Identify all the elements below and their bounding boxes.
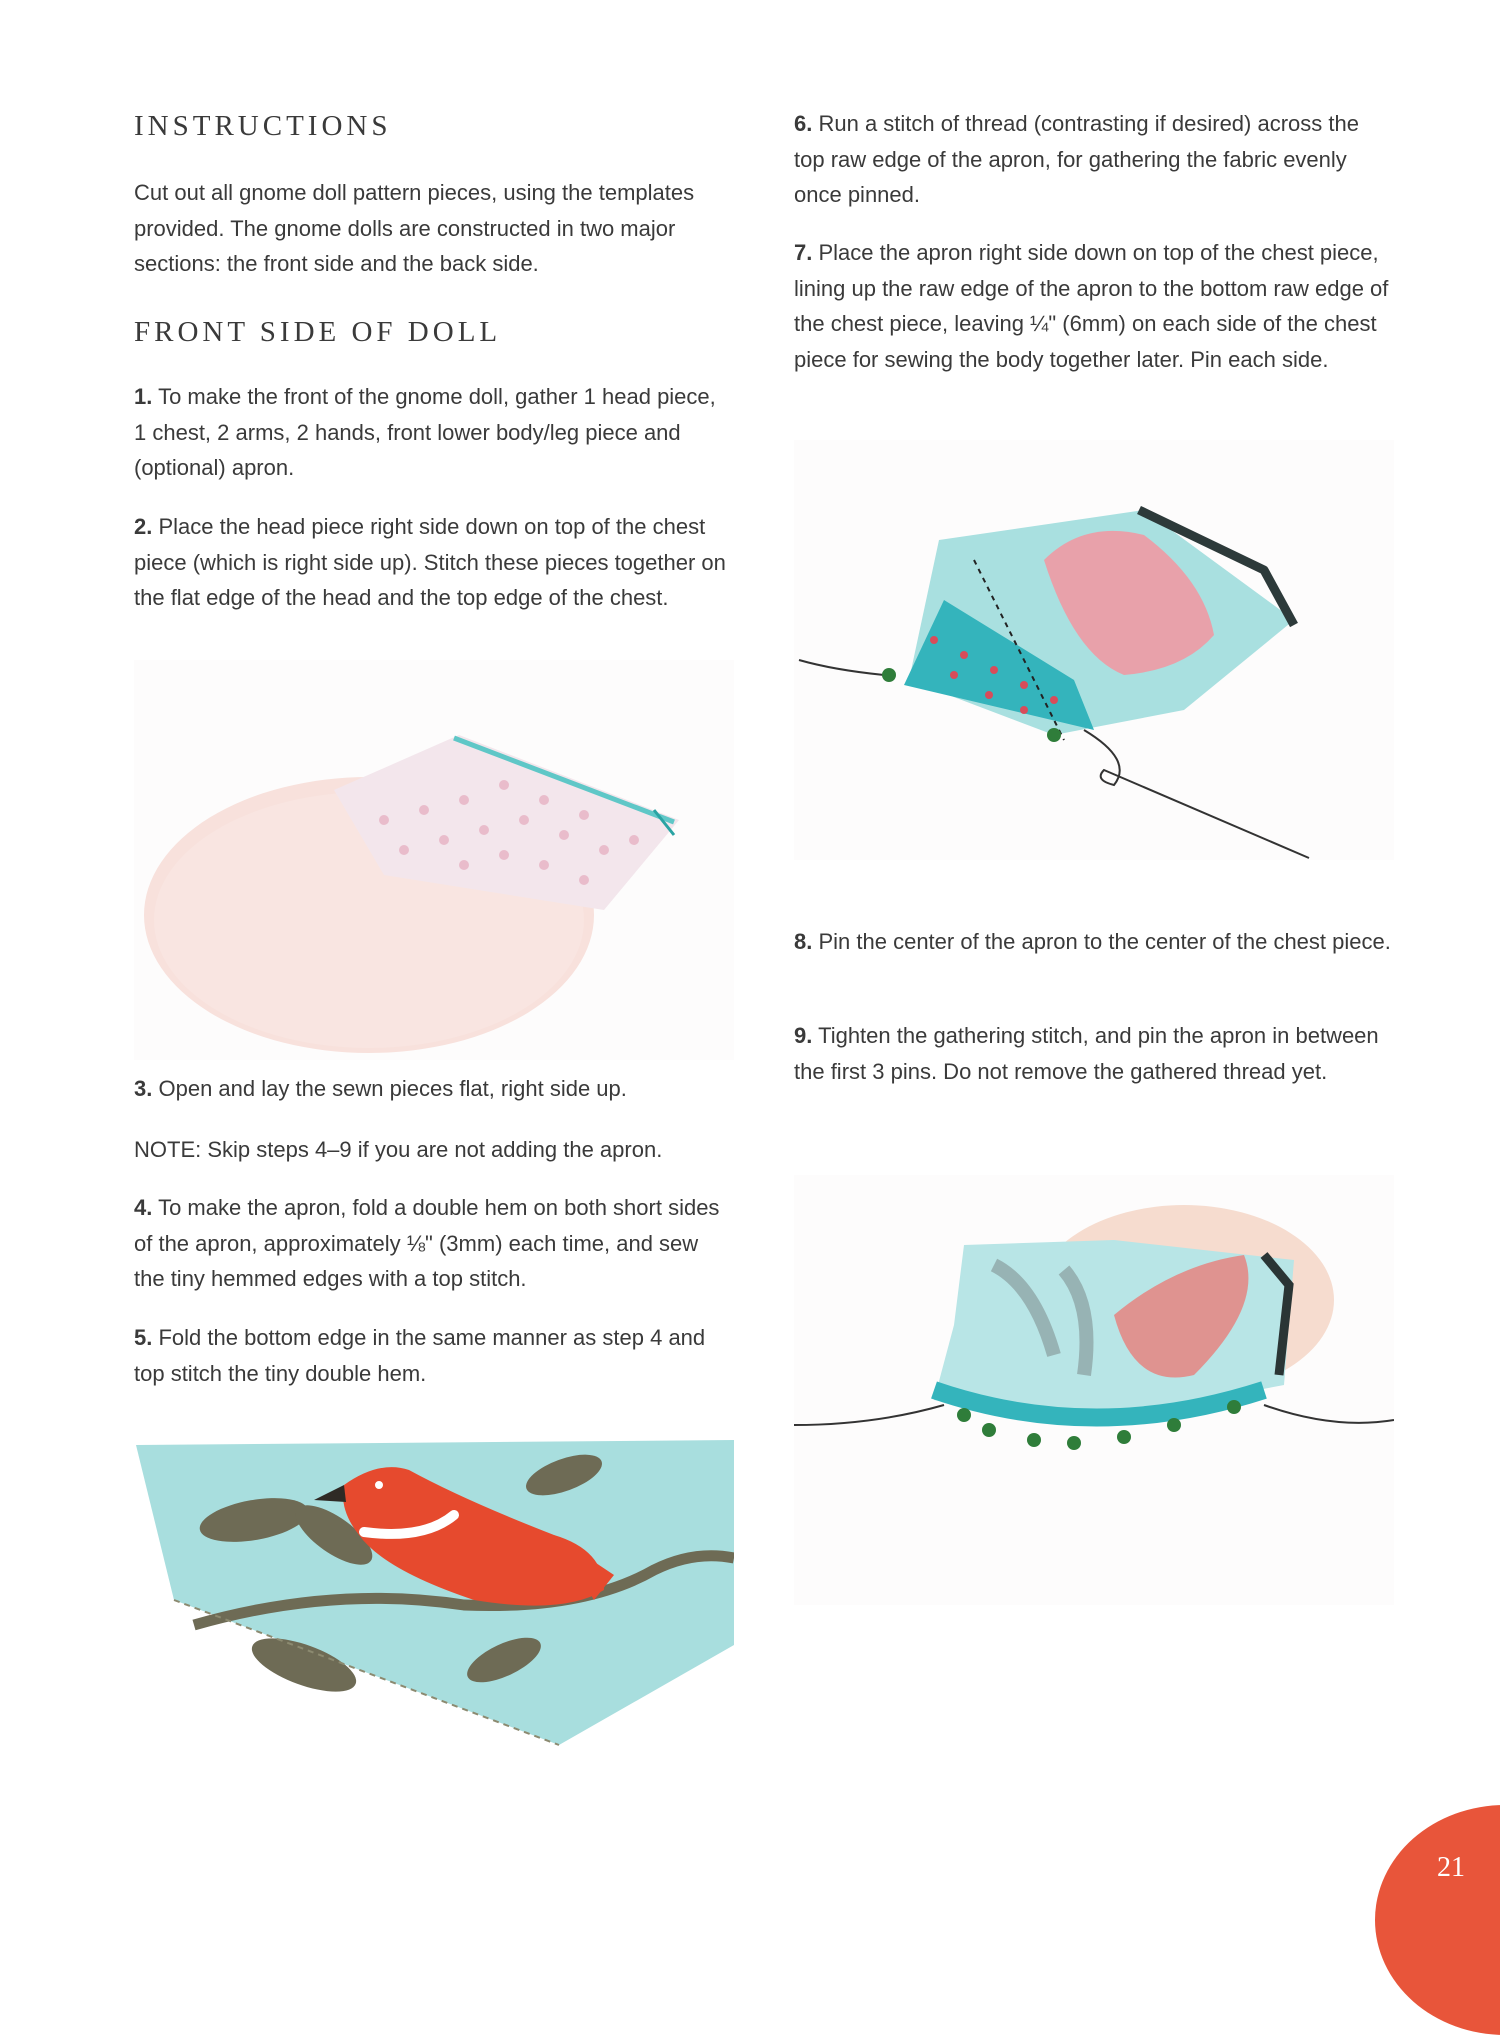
step-text: To make the apron, fold a double hem on both short sides of the apron, approximately ⅛" (3mm) each time, and sew the tiny hemmed edges with a top stitch. bbox=[134, 1195, 720, 1291]
step-2 bbox=[134, 509, 734, 616]
page-number-badge bbox=[1375, 1805, 1500, 2035]
intro-paragraph: Cut out all gnome doll pattern pieces, using the templates provided. The gnome dolls are constructed in two major sections: the front side and the back side. bbox=[134, 180, 695, 276]
step-number: 4. bbox=[134, 1195, 153, 1220]
step-number: 5. bbox=[134, 1325, 153, 1350]
step-text: Place the apron right side down on top of the chest piece, lining up the raw edge of the apron to the bottom raw edge of the chest piece, leaving ¼" (6mm) on each side of the chest piece for sewing the body together later. Pin each side. bbox=[794, 240, 1389, 372]
step-number: 7. bbox=[794, 240, 813, 265]
step-9 bbox=[794, 1018, 1394, 1089]
step-text: Open and lay the sewn pieces flat, right side up. bbox=[158, 1076, 627, 1101]
step-number: 6. bbox=[794, 111, 813, 136]
step-6 bbox=[794, 106, 1394, 213]
step-number: 3. bbox=[134, 1076, 153, 1101]
step-1 bbox=[134, 379, 734, 486]
step-7 bbox=[794, 235, 1394, 377]
step-number: 8. bbox=[794, 929, 813, 954]
apron-fabric-photo bbox=[134, 1440, 734, 1785]
step-text: Run a stitch of thread (contrasting if desired) across the top raw edge of the apron, for gathering the fabric evenly once pinned. bbox=[794, 111, 1359, 207]
apron-pinned-photo bbox=[794, 440, 1394, 860]
step-3 bbox=[134, 1071, 734, 1107]
step-number: 1. bbox=[134, 384, 153, 409]
step-4 bbox=[134, 1190, 734, 1297]
step-8 bbox=[794, 924, 1394, 960]
step-text: Tighten the gathering stitch, and pin the apron in between the first 3 pins. Do not remove the gathered thread yet. bbox=[794, 1023, 1379, 1084]
step-text: Pin the center of the apron to the center of the chest piece. bbox=[818, 929, 1391, 954]
front-side-heading: FRONT SIDE OF DOLL bbox=[134, 316, 502, 348]
note-paragraph: NOTE: Skip steps 4–9 if you are not adding the apron. bbox=[134, 1137, 663, 1162]
step-text: Fold the bottom edge in the same manner as step 4 and top stitch the tiny double hem. bbox=[134, 1325, 706, 1386]
apron-gathered-photo bbox=[794, 1175, 1394, 1605]
step-number: 9. bbox=[794, 1023, 813, 1048]
step-text: To make the front of the gnome doll, gather 1 head piece, 1 chest, 2 arms, 2 hands, front lower body/leg piece and (optional) apron. bbox=[134, 384, 716, 480]
step-text: Place the head piece right side down on top of the chest piece (which is right side up). Stitch these pieces together on the flat edge of the head and the top edge of the chest. bbox=[134, 514, 726, 610]
page-number: 21 bbox=[1437, 1852, 1465, 1883]
step-number: 2. bbox=[134, 514, 153, 539]
step-5 bbox=[134, 1320, 734, 1391]
head-chest-photo bbox=[134, 660, 734, 1060]
instructions-heading: INSTRUCTIONS bbox=[134, 110, 392, 142]
